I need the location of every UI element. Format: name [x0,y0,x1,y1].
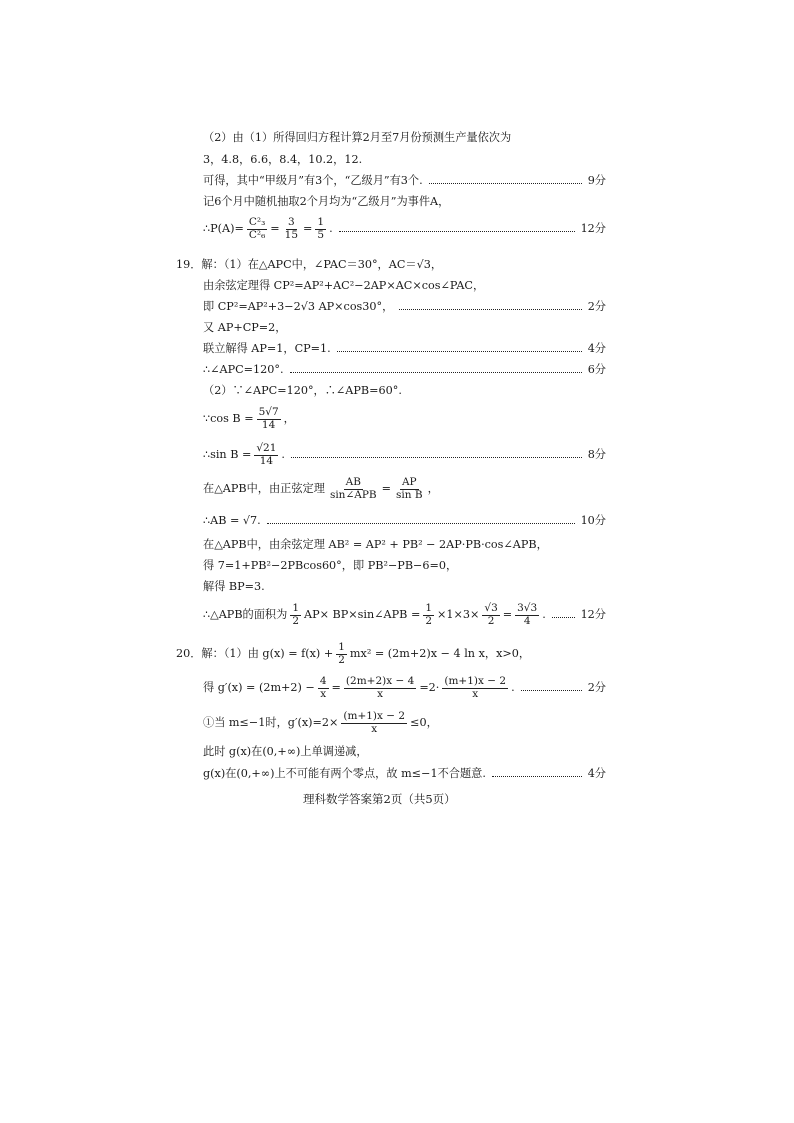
fraction [254,443,278,467]
scored-line [203,676,606,700]
scored-line [203,300,606,314]
leader-dots [337,351,582,352]
text: = [270,222,280,236]
fraction-denominator: 4 [523,614,531,627]
text: （2）∵∠APC=120°，∴∠APB=60°. [203,384,402,397]
leader-dots [267,523,575,524]
text: . [542,608,546,622]
text: 在△APB中，由正弦定理 [203,482,325,496]
text-line [203,538,548,552]
page-footer [303,792,456,806]
fraction-denominator: 5 [317,228,325,241]
text: mx² = (2m+2)x − 4 ln x，x>0， [349,647,531,661]
text: =2· [419,681,440,695]
fraction-denominator: x [320,687,327,700]
text: = [381,482,391,496]
fraction-denominator: sin∠APB [329,488,377,501]
fraction-numerator: AP [401,476,417,488]
fraction [328,477,379,501]
fraction [394,477,425,501]
fraction-numerator: 4 [319,675,327,687]
text: 即 CP²=AP²+3−2√3 AP×cos30°， [203,300,394,313]
text: ≤0， [410,716,438,730]
score-label: 10分 [580,514,606,527]
text: 3，4.8，6.6，8.4，10.2，12. [203,153,363,166]
text-line [203,745,368,759]
text-line [176,642,530,666]
fraction-numerator: (2m+2)x − 4 [345,675,415,687]
text-line [203,321,287,335]
text: ∴P(A)= [203,222,244,236]
text-line [203,477,439,501]
fraction [341,711,407,735]
text-line [203,384,402,398]
fraction [315,217,326,241]
fraction-numerator: (m+1)x − 2 [343,710,406,722]
text: . [511,681,515,695]
fraction-denominator: x [371,722,378,735]
fraction [344,676,416,700]
text-line [203,279,484,293]
text: 20．解：（1）由 g(x) = f(x) + [176,647,334,661]
fraction [283,217,300,241]
leader-dots [521,690,582,691]
text: 可得，其中“甲级月”有3个，“乙级月”有3个. [203,174,423,187]
text: 得 g′(x) = (2m+2) − [203,681,315,695]
text: ， [283,412,295,426]
text-line [203,711,438,735]
text: 解得 BP=3. [203,580,265,593]
leader-dots [291,457,582,458]
score-label: 8分 [587,448,606,462]
fraction-denominator: 14 [259,454,274,467]
fraction [318,676,329,700]
text: （2）由（1）所得回归方程计算2月至7月份预测生产量依次为 [203,131,512,144]
text: ∴AB = √7. [203,514,261,527]
leader-dots [290,372,582,373]
scored-line [203,217,606,241]
leader-dots [492,776,582,777]
scored-line [203,603,606,627]
fraction-numerator: 1 [292,602,299,614]
footer-text: 理科数学答案第2页（共5页） [303,792,456,806]
fraction-denominator: 2 [338,653,345,666]
score-label: 2分 [587,681,606,695]
text: 得 7=1+PB²−2PBcos60°，即 PB²−PB−6=0， [203,559,458,572]
fraction [423,603,434,627]
fraction-denominator: 2 [487,614,495,627]
scored-line [203,767,606,781]
fraction-numerator: √21 [256,442,277,454]
text-line [176,258,442,272]
scored-line [203,342,606,356]
scored-line [203,443,606,467]
fraction-denominator: sin B [395,488,423,501]
text: 由余弦定理得 CP²=AP²+AC²−2AP×AC×cos∠PAC， [203,279,485,292]
text-line [203,407,295,431]
text-line [203,153,362,167]
text: 又 AP+CP=2， [203,321,287,334]
fraction-denominator: 14 [261,418,276,431]
fraction [336,642,347,666]
scored-line [203,363,606,377]
text: = [331,681,341,695]
scored-line [203,514,606,528]
fraction-numerator: 1 [425,602,433,614]
fraction-numerator: 1 [338,641,345,653]
text: ×1×3× [437,608,480,622]
text: . [329,222,333,236]
text: ∵cos B = [203,412,254,426]
text: ∴∠APC=120°. [203,363,284,376]
fraction-numerator: 5√7 [258,406,279,418]
fraction [515,603,539,627]
score-label: 12分 [580,608,606,622]
fraction-numerator: 1 [317,216,325,228]
fraction-denominator: 15 [284,228,299,241]
text-line [203,131,511,145]
score-label: 9分 [587,174,606,187]
text: 此时 g(x)在(0,+∞)上单调递减， [203,745,368,758]
fraction-numerator: (m+1)x − 2 [444,675,507,687]
fraction-numerator: 3√3 [517,602,538,614]
text: . [281,448,285,462]
score-label: 4分 [587,767,606,780]
fraction [482,603,499,627]
scored-line [203,174,606,188]
fraction-denominator: 2 [292,614,299,627]
fraction-denominator: x [377,687,384,700]
fraction [290,603,301,627]
leader-dots [339,231,575,232]
score-label: 12分 [580,222,606,236]
text-line [203,580,265,594]
fraction-numerator: C²₃ [248,216,266,228]
leader-dots [552,617,575,618]
text: 联立解得 AP=1，CP=1. [203,342,331,355]
text: ∴sin B = [203,448,252,462]
fraction-denominator: 2 [425,614,433,627]
text-line [203,559,457,573]
fraction [442,676,508,700]
fraction-numerator: 3 [288,216,295,228]
fraction-numerator: √3 [484,602,498,614]
text: 19．解：（1）在△APC中，∠PAC＝30°，AC＝√3， [176,258,443,271]
text: g(x)在(0,+∞)上不可能有两个零点，故 m≤−1不合题意. [203,767,486,780]
text: ∴△APB的面积为 [203,608,288,622]
text: = [502,608,513,622]
fraction-numerator: AB [345,476,361,488]
fraction [247,217,267,241]
fraction-denominator: C²₆ [248,228,266,241]
fraction-denominator: x [472,687,479,700]
fraction [257,407,281,431]
text: 在△APB中，由余弦定理 AB² = AP² + PB² − 2AP·PB·cos∠APB， [203,538,548,551]
score-label: 6分 [587,363,606,376]
score-label: 2分 [587,300,606,313]
text: ①当 m≤−1时，g′(x)=2× [203,716,339,730]
text: ， [427,482,439,496]
score-label: 4分 [587,342,606,355]
text-line [203,195,449,209]
text: = [303,222,313,236]
leader-dots [429,183,582,184]
text: AP× BP×sin∠APB = [304,608,421,622]
text: 记6个月中随机抽取2个月均为“乙级月”为事件A， [203,195,450,208]
leader-dots [399,309,581,310]
